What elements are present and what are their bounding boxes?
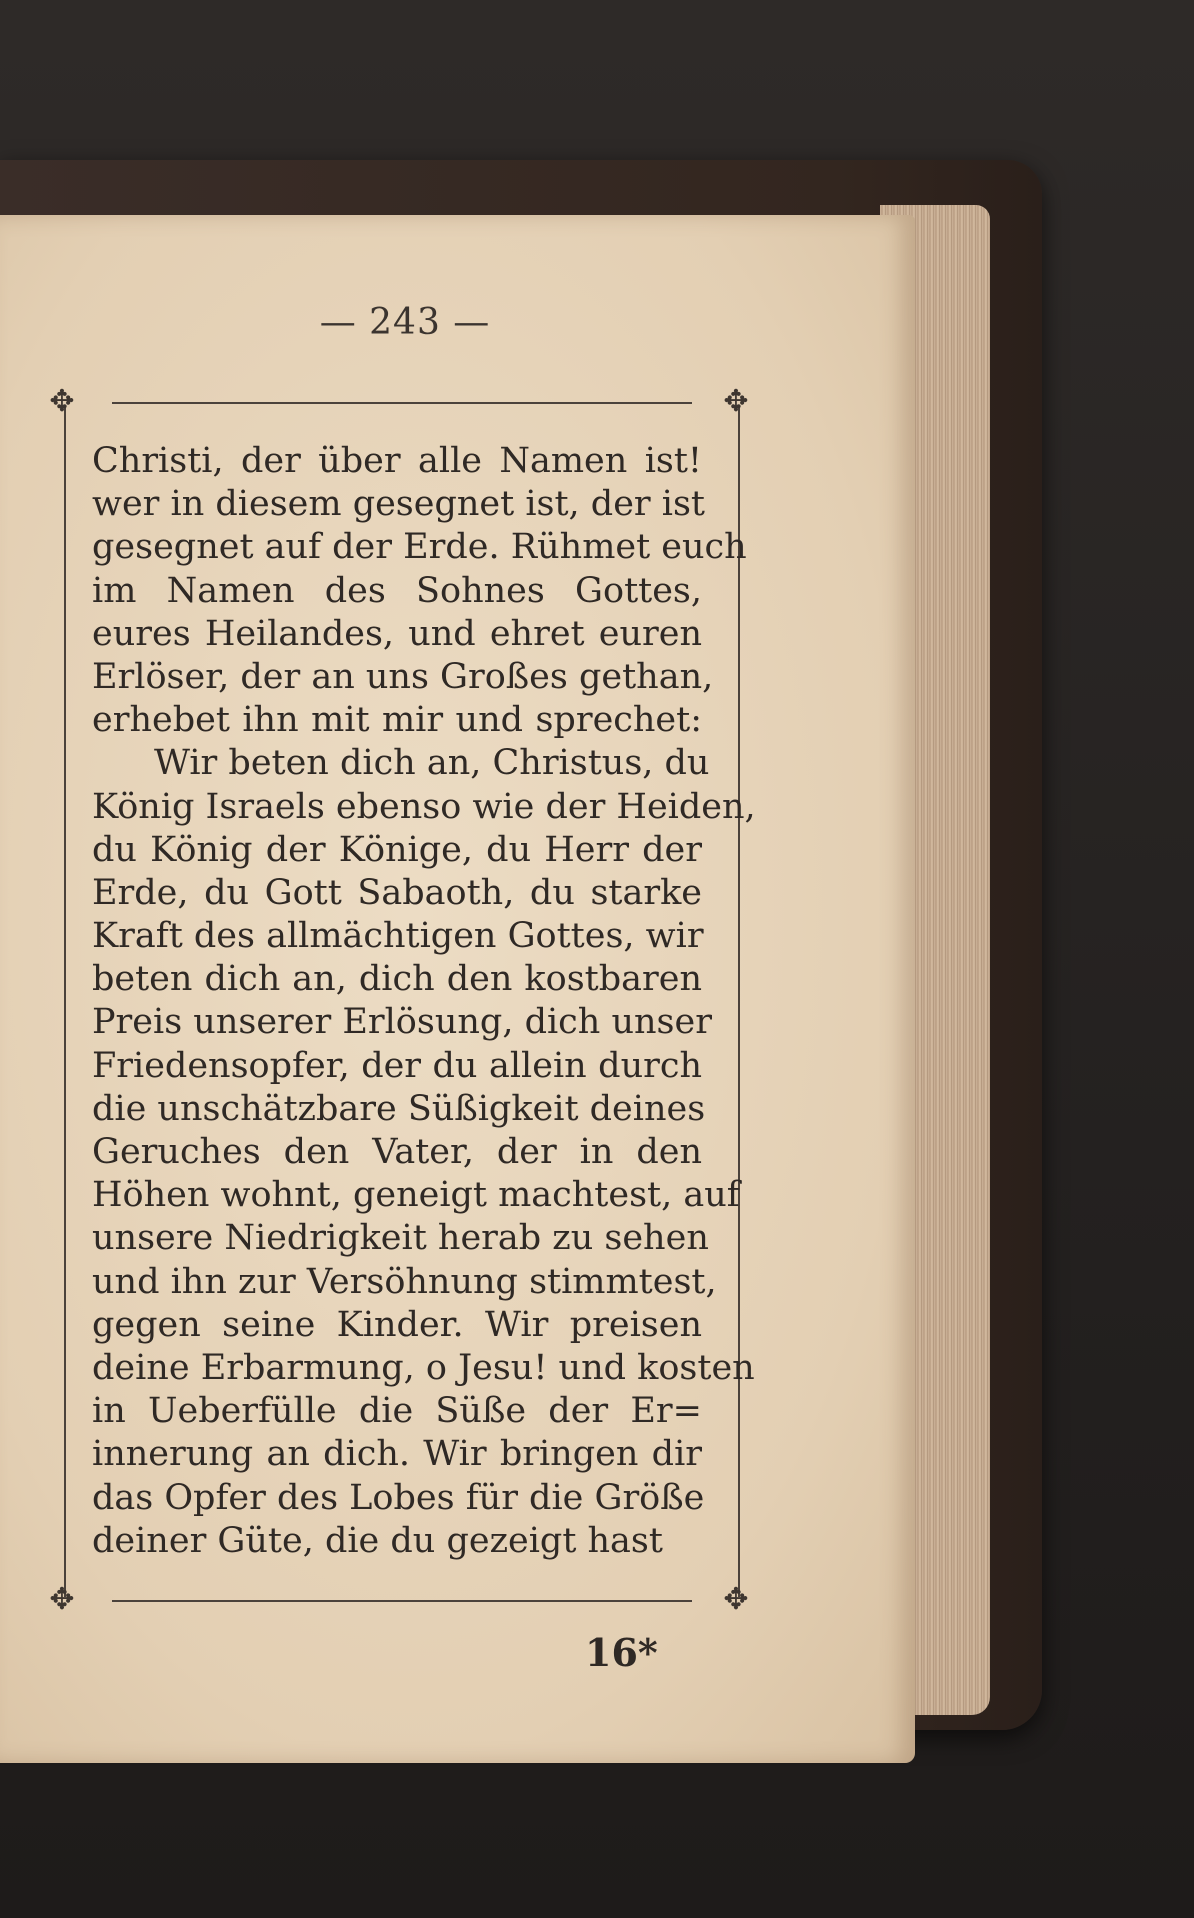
text-line: die unschätzbare Süßigkeit deines xyxy=(92,1088,706,1129)
text-line: eures Heilandes, und ehret euren xyxy=(92,613,702,654)
text-line: Christi, der über alle Namen ist! xyxy=(92,441,702,481)
text-line: Geruches den Vater, der in den xyxy=(92,1132,702,1172)
text-line: erhebet ihn mit mir und sprechet: xyxy=(92,700,702,741)
text-line: Friedensopfer, der du allein durch xyxy=(92,1045,702,1086)
fleuron-icon: ✥ xyxy=(49,1582,75,1617)
fleuron-icon: ✥ xyxy=(723,1582,749,1617)
text-line: Wir beten dich an, Christus, du xyxy=(154,743,710,784)
text-line: Preis unserer Erlösung, dich unser xyxy=(92,1002,712,1043)
text-line: das Opfer des Lobes für die Größe xyxy=(92,1477,705,1518)
text-line: wer in diesem gesegnet ist, der ist xyxy=(92,484,705,525)
text-line: beten dich an, dich den kostbaren xyxy=(92,959,702,1000)
text-line: Erlöser, der an uns Großes gethan, xyxy=(92,656,714,697)
sheet-signature: 16* xyxy=(585,1630,658,1675)
fleuron-icon: ✥ xyxy=(723,384,749,419)
text-line: im Namen des Sohnes Gottes, xyxy=(92,570,702,611)
frame-top-rule xyxy=(112,402,692,404)
text-line: innerung an dich. Wir bringen dir xyxy=(92,1434,702,1475)
text-line: Höhen wohnt, geneigt machtest, auf xyxy=(92,1175,740,1216)
text-line: gesegnet auf der Erde. Rühmet euch xyxy=(92,527,747,568)
text-line: deine Erbarmung, o Jesu! und kosten xyxy=(92,1347,755,1388)
text-line: Kraft des allmächtigen Gottes, wir xyxy=(92,916,704,957)
text-line: König Israels ebenso wie der Heiden, xyxy=(92,786,756,827)
text-line: unsere Niedrigkeit herab zu sehen xyxy=(92,1218,709,1259)
text-line: in Ueberfülle die Süße der Er= xyxy=(92,1391,702,1432)
text-line: und ihn zur Versöhnung stimmtest, xyxy=(92,1261,717,1302)
page-number: — 243 — xyxy=(319,302,491,343)
text-line: deiner Güte, die du gezeigt hast xyxy=(92,1520,663,1561)
text-line: Erde, du Gott Sabaoth, du starke xyxy=(92,872,702,913)
text-line: gegen seine Kinder. Wir preisen xyxy=(92,1304,702,1345)
frame-bottom-rule xyxy=(112,1600,692,1602)
fleuron-icon: ✥ xyxy=(49,384,75,419)
body-text xyxy=(92,440,756,1563)
text-line: du König der Könige, du Herr der xyxy=(92,829,702,870)
